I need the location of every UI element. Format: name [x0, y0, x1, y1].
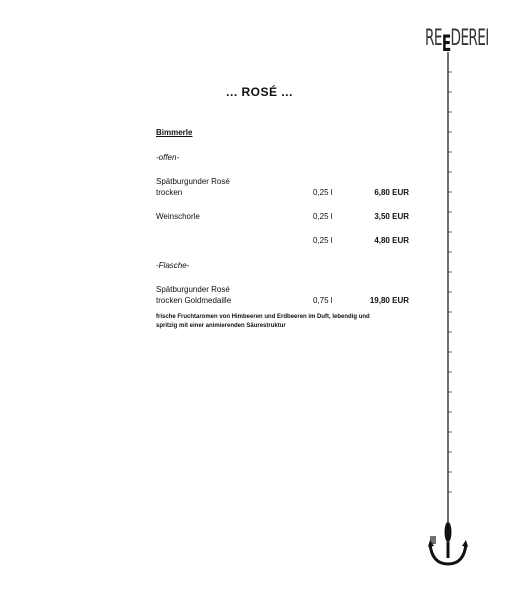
- group-heading-open: -offen-: [156, 153, 180, 162]
- logo-part-right: DEREI: [450, 26, 489, 51]
- item-2-price: 3,50 EUR: [374, 212, 409, 221]
- item-1-name-line2: trocken: [156, 188, 183, 197]
- group-heading-bottle: -Flasche-: [156, 261, 190, 270]
- anchor-icon: [420, 52, 470, 572]
- section-heading: Bimmerle: [156, 128, 193, 137]
- item-4-description: frische Fruchtaromen von Himbeeren und Erdbeeren im Duft, lebendig und spritzig mit einer animierenden Säurestruktur: [156, 314, 370, 329]
- item-1-volume: 0,25 l: [313, 188, 333, 197]
- item-4-price: 19,80 EUR: [369, 296, 409, 305]
- logo-part-mid: E: [441, 32, 451, 57]
- item-2-name: Weinschorle: [156, 212, 200, 221]
- item-3-volume: 0,25 l: [313, 236, 333, 245]
- page-title: ... ROSÉ ...: [226, 85, 293, 99]
- item-4-name-line1: Spätburgunder Rosé: [156, 285, 230, 294]
- item-3-price: 4,80 EUR: [374, 236, 409, 245]
- item-4-name-line2: trocken Goldmedaille: [156, 296, 232, 305]
- item-4-volume: 0,75 l: [313, 296, 333, 305]
- item-1-price: 6,80 EUR: [374, 188, 409, 197]
- brand-logo: [425, 26, 489, 57]
- logo-part-left: RE: [425, 26, 442, 51]
- item-2-volume: 0,25 l: [313, 212, 333, 221]
- item-1-name-line1: Spätburgunder Rosé: [156, 177, 230, 186]
